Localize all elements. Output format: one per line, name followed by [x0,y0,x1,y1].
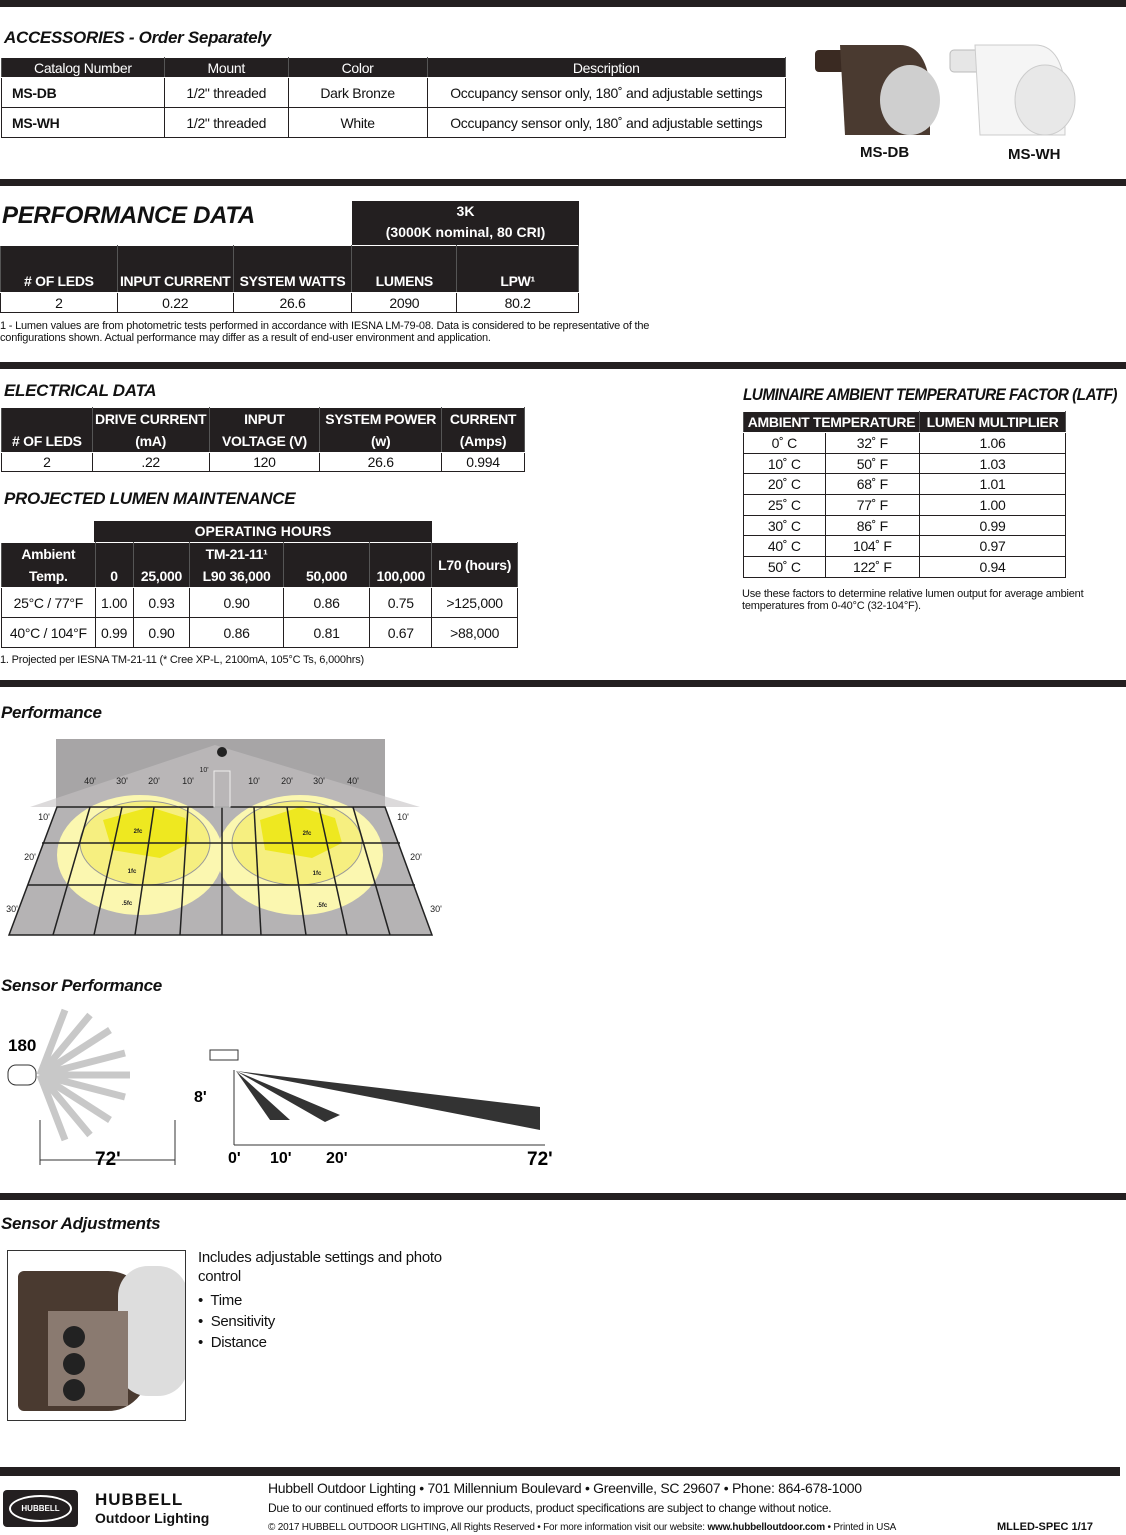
column-header: Catalog Number [2,58,165,78]
zone-label: 2fc [302,831,312,837]
footer-copyright [268,1521,896,1534]
distance-label: 20' [326,1150,348,1167]
table-row [2,618,518,648]
table-cell: 32˚ F [825,433,919,454]
column-header: LUMENS [352,246,457,293]
table-cell: >125,000 [432,588,518,618]
side-label: 20' [24,852,36,862]
divider [0,179,1126,186]
table-cell: 50˚ F [825,453,919,474]
side-label: 20' [410,852,422,862]
table-cell: 86˚ F [825,515,919,536]
table-row [744,557,1066,578]
table-cell: 0.75 [370,588,432,618]
performance-data-table [0,245,579,313]
table-cell: 0.97 [920,536,1066,557]
table-cell: 26.6 [233,293,352,313]
latf-title: LUMINAIRE AMBIENT TEMPERATURE FACTOR (LATF) [743,385,1117,404]
column-header: LUMEN MULTIPLIER [920,412,1066,433]
sensor-product-images [815,40,1095,140]
header-row [2,408,525,453]
table-cell: 0˚ C [744,433,826,454]
table-cell: 1/2" threaded [164,78,288,108]
column-header: Ambient Temp. [2,543,96,588]
accessories-table [1,57,786,138]
logo-text: HUBBELL [9,1495,72,1522]
column-header: INPUT VOLTAGE (V) [209,408,320,453]
table-row [744,474,1066,495]
table-cell: 10˚ C [744,453,826,474]
zone-label: .5fc [316,903,328,909]
adjustments-intro: Includes adjustable settings and photo control [198,1249,442,1285]
dist-label: 20' [281,776,293,786]
table-cell: 26.6 [320,453,442,472]
zone-label: .5fc [121,901,133,907]
table-cell: Occupancy sensor only, 180˚ and adjustable settings [427,108,786,138]
sensor-icon [8,1065,36,1085]
side-label: 10' [397,812,409,822]
table-cell: 1.00 [95,588,133,618]
dist-label: 40' [84,776,96,786]
ms-wh-label: MS-WH [1008,146,1061,163]
table-cell: 25°C / 77°F [2,588,96,618]
lumen-maintenance-title: PROJECTED LUMEN MAINTENANCE [4,489,296,508]
dist-label: 10' [248,776,260,786]
table-cell: 25˚ C [744,495,826,516]
adjustment-item: • Sensitivity [198,1313,275,1330]
table-cell: 0.67 [370,618,432,648]
column-header: Color [288,58,427,78]
column-header: INPUT CURRENT [117,246,233,293]
zone-label: 2fc [133,829,143,835]
zone-label: 1fc [312,871,322,877]
dist-label: 10' [182,776,194,786]
table-cell: 0.81 [283,618,370,648]
divider [0,680,1126,687]
lumen-maintenance-table [1,542,518,648]
table-cell: MS-WH [2,108,165,138]
table-cell: 50˚ C [744,557,826,578]
divider [0,1467,1120,1476]
table-cell: 2090 [352,293,457,313]
adjustment-item-label: Distance [210,1334,267,1351]
divider [0,1193,1126,1200]
adjustment-item: • Distance [198,1334,267,1351]
table-cell: 40˚ C [744,536,826,557]
angle-label: 180 [8,1036,37,1055]
column-header: 50,000 [283,543,370,588]
table-cell: 0.90 [133,618,190,648]
height-label: 8' [194,1089,207,1106]
electrical-table [1,407,525,472]
column-header: CURRENT (Amps) [442,408,525,453]
table-cell: 0.94 [920,557,1066,578]
performance-footnote: 1 - Lumen values are from photometric tests performed in accordance with IESNA LM-79-08. Data is considered to be representative of the configurations shown. Actual performance may differ as a result of end-user environment and application. [0,320,650,344]
header-row [744,412,1066,433]
dist-label: 30' [116,776,128,786]
dist-label: 40' [347,776,359,786]
table-row [2,108,786,138]
table-cell: 0.22 [117,293,233,313]
table-cell: 1.00 [920,495,1066,516]
table-cell: White [288,108,427,138]
column-header: LPW¹ [457,246,579,293]
side-label: 30' [6,904,18,914]
table-cell: 20˚ C [744,474,826,495]
table-cell: 1.03 [920,453,1066,474]
column-header: 25,000 [133,543,190,588]
column-header: SYSTEM WATTS [233,246,352,293]
column-header: 100,000 [370,543,432,588]
dist-label: 10' [199,767,209,774]
latf-table [743,411,1066,578]
adjustment-item-label: Time [210,1292,242,1309]
dist-label: 30' [313,776,325,786]
width-label: 72' [95,1149,121,1170]
table-row [744,495,1066,516]
performance-data-title: PERFORMANCE DATA [2,202,255,229]
table-row [744,515,1066,536]
adjustment-item: • Time [198,1292,242,1309]
document-id: MLLED-SPEC 1/17 [997,1521,1093,1533]
latf-note: Use these factors to determine relative lumen output for average ambient temperatures from 0-40°C (32-104°F). [742,588,1084,612]
column-header: Mount [164,58,288,78]
column-header: L70 (hours) [432,543,518,588]
table-cell: 40°C / 104°F [2,618,96,648]
accessories-title: ACCESSORIES - Order Separately [4,28,271,47]
column-header: Description [427,58,786,78]
table-cell: 1.01 [920,474,1066,495]
table-cell: 2 [1,293,118,313]
distance-label: 0' [228,1150,241,1167]
table-cell: 1.06 [920,433,1066,454]
table-cell: 104˚ F [825,536,919,557]
brand-name: HUBBELL [95,1490,184,1509]
divider [0,0,1126,7]
table-row [1,293,579,313]
electrical-title: ELECTRICAL DATA [4,381,157,400]
table-cell: 1/2" threaded [164,108,288,138]
side-label: 30' [430,904,442,914]
dist-label: 20' [148,776,160,786]
table-cell: 120 [209,453,320,472]
light-fixture-icon [217,747,227,757]
table-cell: 0.994 [442,453,525,472]
column-header: SYSTEM POWER (w) [320,408,442,453]
column-header: # OF LEDS [1,246,118,293]
sensor-adjustments-title: Sensor Adjustments [1,1214,161,1233]
side-label: 10' [38,812,50,822]
table-cell: 68˚ F [825,474,919,495]
column-header: DRIVE CURRENT (mA) [92,408,209,453]
column-header: TM-21-11¹ L90 36,000 [190,543,283,588]
footer-disclaimer: Due to our continued efforts to improve our products, product specifications are subject to change without notice. [268,1501,832,1515]
table-cell: 0.99 [920,515,1066,536]
table-cell: >88,000 [432,618,518,648]
brand-sub: Outdoor Lighting [95,1510,210,1526]
column-header: AMBIENT TEMPERATURE [744,412,920,433]
table-cell: Dark Bronze [288,78,427,108]
performance-title: Performance [1,703,102,722]
website-link[interactable]: www.hubbelloutdoor.com [707,1522,825,1533]
distance-label: 72' [527,1149,553,1170]
footer-address: Hubbell Outdoor Lighting • 701 Millennium Boulevard • Greenville, SC 29607 • Phone: 864-678-1000 [268,1480,862,1496]
group-header-line: (3000K nominal, 80 CRI) [385,224,546,240]
hubbell-logo [3,1490,78,1527]
column-header: 0 [95,543,133,588]
3k-group-header [352,201,579,245]
group-header-line: 3K [456,203,475,219]
header-row [2,58,786,78]
sensor-performance-title: Sensor Performance [1,976,162,995]
table-cell: 30˚ C [744,515,826,536]
table-cell: 0.86 [190,618,283,648]
table-cell: 2 [2,453,93,472]
table-cell: 0.86 [283,588,370,618]
table-row [744,536,1066,557]
table-row [744,433,1066,454]
sensor-coverage-diagram [0,1005,560,1170]
column-header: # OF LEDS [2,408,93,453]
table-row [744,453,1066,474]
mounted-sensor-icon [210,1050,238,1060]
sensor-adjustment-image [7,1250,186,1421]
table-cell: 80.2 [457,293,579,313]
printed-text: • Printed in USA [824,1522,897,1533]
ms-db-label: MS-DB [860,144,910,161]
table-cell: Occupancy sensor only, 180˚ and adjustable settings [427,78,786,108]
table-cell: 0.99 [95,618,133,648]
table-row [2,78,786,108]
table-cell: MS-DB [2,78,165,108]
operating-hours-header: OPERATING HOURS [94,521,432,542]
table-cell: 0.93 [133,588,190,618]
header-row [1,246,579,293]
table-cell: 77˚ F [825,495,919,516]
table-cell: 0.90 [190,588,283,618]
table-cell: .22 [92,453,209,472]
adjustment-item-label: Sensitivity [210,1313,275,1330]
header-row [2,543,518,588]
divider [0,362,1126,369]
illumination-diagram [0,735,450,945]
zone-label: 1fc [127,869,137,875]
table-row [2,453,525,472]
table-row [2,588,518,618]
copyright-text: © 2017 HUBBELL OUTDOOR LIGHTING, All Rights Reserved • For more information visit our website: [268,1522,708,1533]
table-cell: 122˚ F [825,557,919,578]
distance-label: 10' [270,1150,292,1167]
lumen-footnote: 1. Projected per IESNA TM-21-11 (* Cree XP-L, 2100mA, 105°C Ts, 6,000hrs) [0,654,364,666]
